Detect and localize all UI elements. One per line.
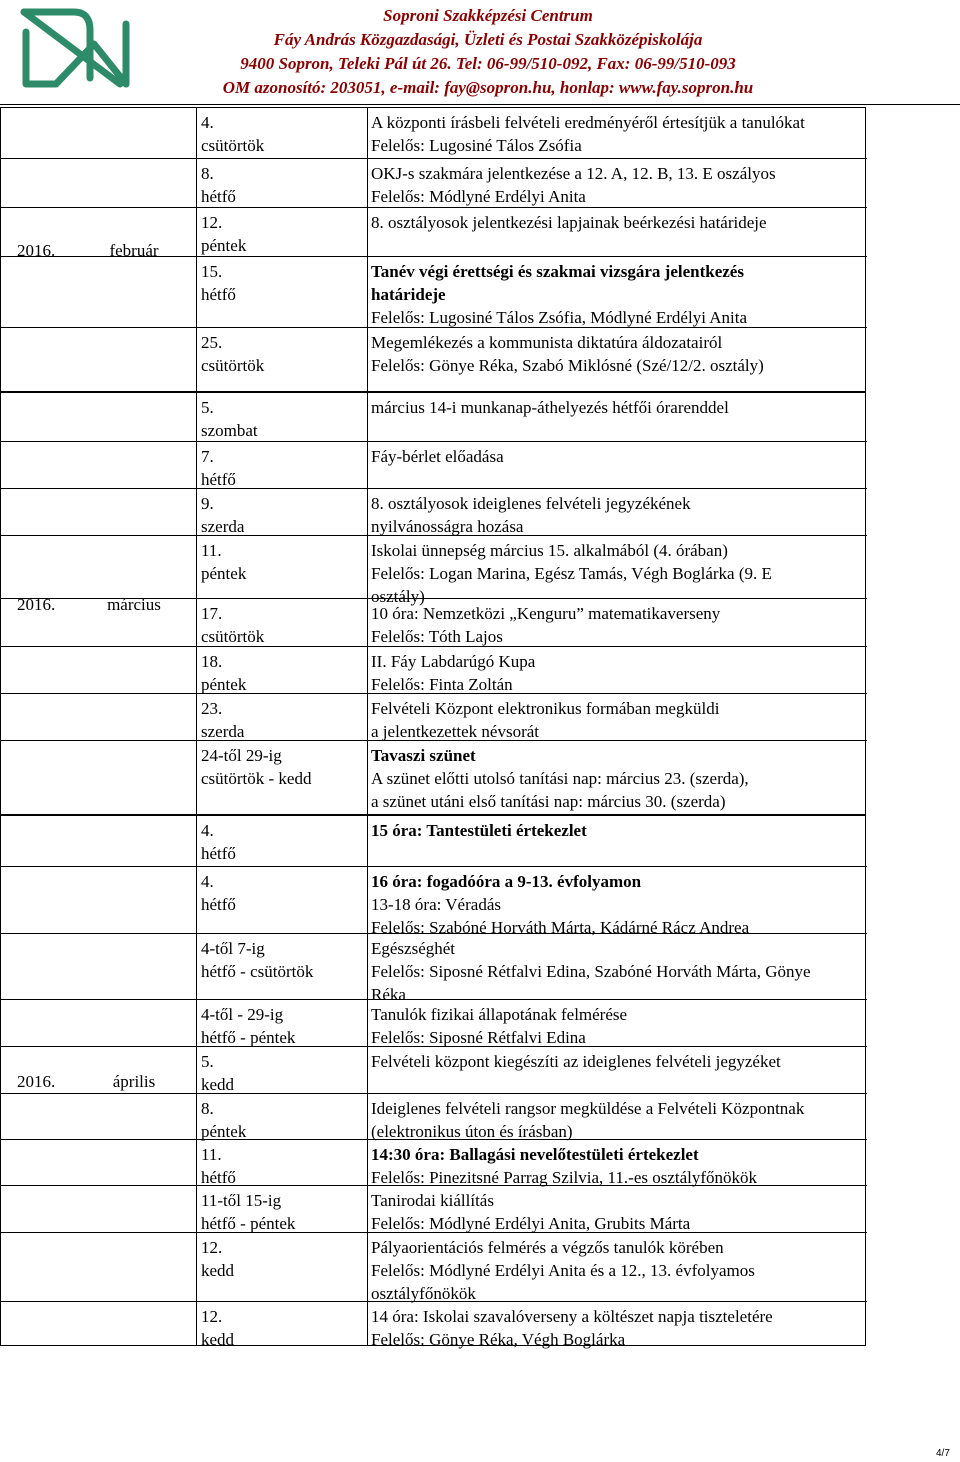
date-cell — [201, 539, 246, 585]
schedule-row — [1, 598, 867, 647]
weekday: hétfő — [201, 187, 236, 206]
weekday: hétfő — [201, 844, 236, 863]
event-cell — [371, 1050, 863, 1073]
header-line: OM azonosító: 203051, e-mail: fay@sopron.hu, honlap: www.fay.sopron.hu — [222, 78, 754, 97]
event-line: Felelős: Pinezitsné Parrag Szilvia, 11.-es osztályfőnökök — [371, 1168, 758, 1187]
event-cell — [371, 650, 863, 696]
event-cell — [371, 260, 863, 329]
day-number: 8. — [201, 164, 214, 183]
event-line: Felvételi központ kiegészíti az ideiglenes felvételi jegyzéket — [371, 1052, 781, 1071]
event-line: a jelentkezettek névsorát — [371, 722, 540, 741]
weekday: péntek — [201, 1122, 247, 1141]
schedule-row — [1, 866, 867, 937]
schedule-row — [1, 1139, 867, 1186]
event-cell — [371, 331, 863, 377]
event-line: 15 óra: Tantestületi értekezlet — [371, 821, 587, 840]
weekday: hétfő — [201, 1168, 236, 1187]
schedule-row — [1, 646, 867, 694]
event-line: Felelős: Lugosiné Tálos Zsófia, Módlyné Erdélyi Anita — [371, 308, 747, 327]
day-number: 12. — [201, 1307, 223, 1326]
day-number: 4. — [201, 872, 214, 891]
weekday: szombat — [201, 421, 258, 440]
day-number: 7. — [201, 447, 214, 466]
date-cell — [201, 1050, 234, 1096]
event-cell — [371, 697, 863, 743]
weekday: péntek — [201, 236, 247, 255]
date-cell — [201, 396, 258, 442]
day-number: 15. — [201, 262, 223, 281]
weekday: csütörtök — [201, 356, 265, 375]
schedule-row — [1, 441, 867, 489]
event-line: 16 óra: fogadóóra a 9-13. évfolyamon — [371, 872, 642, 891]
event-line: Fáy-bérlet előadása — [371, 447, 504, 466]
day-number: 4-től 7-ig — [201, 939, 265, 958]
date-cell — [201, 650, 246, 696]
schedule-row — [1, 933, 867, 1004]
date-cell — [201, 331, 264, 377]
weekday: péntek — [201, 675, 247, 694]
event-line: Egészséghét — [371, 939, 456, 958]
event-line: Felelős: Módlyné Erdélyi Anita és a 12., 13. évfolyamos — [371, 1261, 755, 1280]
event-cell — [371, 492, 863, 538]
event-line: Tavaszi szünet — [371, 746, 476, 765]
date-cell — [201, 1003, 295, 1049]
event-line: II. Fáy Labdarúgó Kupa — [371, 652, 536, 671]
weekday: kedd — [201, 1075, 235, 1094]
weekday: kedd — [201, 1261, 235, 1280]
event-line: Felvételi Központ elektronikus formában megküldi — [371, 699, 720, 718]
day-number: 12. — [201, 213, 223, 232]
event-line: Tanév végi érettségi és szakmai vizsgára jelentkezés — [371, 262, 744, 281]
event-cell — [371, 396, 863, 419]
weekday: hétfő - péntek — [201, 1028, 296, 1047]
schedule-row — [1, 256, 867, 328]
year-label: 2016. — [17, 1072, 56, 1091]
month-label: március — [107, 595, 161, 614]
event-cell — [371, 937, 863, 1006]
event-cell — [371, 211, 863, 234]
day-number: 11. — [201, 1145, 222, 1164]
event-line: osztály) — [371, 587, 425, 606]
event-cell — [371, 870, 863, 939]
weekday: szerda — [201, 722, 245, 741]
schedule-row — [1, 108, 867, 158]
event-cell — [371, 602, 863, 648]
schedule-row — [1, 816, 867, 866]
event-line: Felelős: Módlyné Erdélyi Anita, Grubits Márta — [371, 1214, 691, 1233]
event-line: Felelős: Lugosiné Tálos Zsófia — [371, 136, 582, 155]
event-line: határideje — [371, 285, 446, 304]
event-cell — [371, 111, 863, 157]
schedule-row — [1, 207, 867, 257]
event-line: Megemlékezés a kommunista diktatúra áldozatairól — [371, 333, 723, 352]
weekday: szerda — [201, 517, 245, 536]
school-header — [188, 4, 788, 100]
date-cell — [201, 211, 246, 257]
day-number: 4. — [201, 821, 214, 840]
event-line: 13-18 óra: Véradás — [371, 895, 501, 914]
header-line: Fáy András Közgazdasági, Üzleti és Postai Szakközépiskolája — [273, 30, 703, 49]
event-cell — [371, 1143, 863, 1189]
month-block — [0, 392, 866, 815]
event-line: Tanulók fizikai állapotának felmérése — [371, 1005, 628, 1024]
event-line: Felelős: Siposné Rétfalvi Edina, Szabóné Horváth Márta, Gönye — [371, 962, 811, 981]
weekday: hétfő — [201, 285, 236, 304]
header-line: Soproni Szakképzési Centrum — [383, 6, 593, 25]
event-line: Ideiglenes felvételi rangsor megküldése a Felvételi Központnak — [371, 1099, 805, 1118]
schedule-row — [1, 1301, 867, 1348]
day-number: 23. — [201, 699, 223, 718]
date-cell — [201, 937, 313, 983]
weekday: csütörtök - kedd — [201, 769, 312, 788]
event-line: OKJ-s szakmára jelentkezése a 12. A, 12. B, 13. E oszályos — [371, 164, 776, 183]
date-cell — [201, 819, 236, 865]
schedule-row — [1, 393, 867, 441]
event-cell — [371, 744, 863, 813]
day-number: 12. — [201, 1238, 223, 1257]
day-number: 11. — [201, 541, 222, 560]
event-line: Felelős: Siposné Rétfalvi Edina — [371, 1028, 586, 1047]
date-cell — [201, 870, 236, 916]
event-line: Felelős: Gönye Réka, Végh Boglárka — [371, 1330, 626, 1349]
date-cell — [201, 1143, 236, 1189]
event-line: Felelős: Logan Marina, Egész Tamás, Végh Boglárka (9. E — [371, 564, 772, 583]
weekday: péntek — [201, 564, 247, 583]
day-number: 8. — [201, 1099, 214, 1118]
date-cell — [201, 744, 311, 790]
schedule-row — [1, 1046, 867, 1094]
event-cell — [371, 1305, 863, 1351]
day-number: 4-től - 29-ig — [201, 1005, 284, 1024]
month-block — [0, 107, 866, 392]
weekday: hétfő - csütörtök — [201, 962, 314, 981]
day-number: 11-től 15-ig — [201, 1191, 282, 1210]
event-line: Iskolai ünnepség március 15. alkalmából (4. órában) — [371, 541, 728, 560]
schedule-row — [1, 327, 867, 394]
date-cell — [201, 162, 236, 208]
event-line: Pályaorientációs felmérés a végzős tanulók körében — [371, 1238, 724, 1257]
event-line: Réka — [371, 985, 406, 1004]
event-line: Felelős: Szabóné Horváth Márta, Kádárné Rácz Andrea — [371, 918, 750, 937]
event-line: Felelős: Finta Zoltán — [371, 675, 513, 694]
date-cell — [201, 492, 244, 538]
event-cell — [371, 1189, 863, 1235]
page-number: 4/7 — [936, 1448, 950, 1459]
schedule-row — [1, 999, 867, 1047]
weekday: hétfő — [201, 895, 236, 914]
date-cell — [201, 602, 264, 648]
day-number: 5. — [201, 1052, 214, 1071]
event-line: nyilvánosságra hozása — [371, 517, 524, 536]
event-line: a szünet utáni első tanítási nap: március 30. (szerda) — [371, 792, 726, 811]
weekday: csütörtök — [201, 627, 265, 646]
day-number: 24-től 29-ig — [201, 746, 282, 765]
schedule-row — [1, 740, 867, 817]
school-logo — [16, 4, 134, 90]
weekday: csütörtök — [201, 136, 265, 155]
event-line: 14 óra: Iskolai szavalóverseny a költészet napja tiszteletére — [371, 1307, 773, 1326]
event-cell — [371, 445, 863, 468]
event-line: Felelős: Tóth Lajos — [371, 627, 503, 646]
schedule-row — [1, 1185, 867, 1233]
header-divider — [0, 104, 960, 105]
day-number: 9. — [201, 494, 214, 513]
schedule-row — [1, 1093, 867, 1140]
day-number: 18. — [201, 652, 223, 671]
date-cell — [201, 111, 264, 157]
day-number: 4. — [201, 113, 214, 132]
year-label: 2016. — [17, 595, 56, 614]
schedule-row — [1, 1232, 867, 1302]
header-line: 9400 Sopron, Teleki Pál út 26. Tel: 06-99/510-092, Fax: 06-99/510-093 — [240, 54, 736, 73]
event-cell — [371, 819, 863, 842]
day-number: 5. — [201, 398, 214, 417]
event-line: Felelős: Módlyné Erdélyi Anita — [371, 187, 586, 206]
schedule-row — [1, 158, 867, 208]
event-cell — [371, 1236, 863, 1305]
event-line: március 14-i munkanap-áthelyezés hétfői órarenddel — [371, 398, 729, 417]
weekday: kedd — [201, 1330, 235, 1349]
event-line: A szünet előtti utolsó tanítási nap: március 23. (szerda), — [371, 769, 749, 788]
schedule-row — [1, 693, 867, 741]
event-line: 8. osztályosok ideiglenes felvételi jegyzékének — [371, 494, 691, 513]
date-cell — [201, 1097, 246, 1143]
year-label: 2016. — [17, 241, 56, 260]
event-line: 10 óra: Nemzetközi „Kenguru” matematikaverseny — [371, 604, 721, 623]
date-cell — [201, 1189, 295, 1235]
event-line: osztályfőnökök — [371, 1284, 476, 1303]
event-cell — [371, 1097, 863, 1143]
event-line: (elektronikus úton és írásban) — [371, 1122, 573, 1141]
event-line: 8. osztályosok jelentkezési lapjainak beérkezési határideje — [371, 213, 767, 232]
weekday: hétfő - péntek — [201, 1214, 296, 1233]
event-line: A központi írásbeli felvételi eredményéről értesítjük a tanulókat — [371, 113, 805, 132]
date-cell — [201, 1236, 234, 1282]
weekday: hétfő — [201, 470, 236, 489]
event-cell — [371, 162, 863, 208]
event-cell — [371, 1003, 863, 1049]
day-number: 17. — [201, 604, 223, 623]
month-label: április — [112, 1072, 156, 1091]
date-cell — [201, 445, 236, 491]
schedule-row — [1, 488, 867, 536]
event-line: 14:30 óra: Ballagási nevelőtestületi értekezlet — [371, 1145, 699, 1164]
month-block — [0, 815, 866, 1349]
date-cell — [201, 697, 244, 743]
month-label: február — [109, 241, 159, 260]
event-schedule-table — [0, 107, 866, 1349]
date-cell — [201, 1305, 234, 1351]
date-cell — [201, 260, 236, 306]
event-line: Felelős: Gönye Réka, Szabó Miklósné (Szé/12/2. osztály) — [371, 356, 764, 375]
day-number: 25. — [201, 333, 223, 352]
event-line: Tanirodai kiállítás — [371, 1191, 494, 1210]
